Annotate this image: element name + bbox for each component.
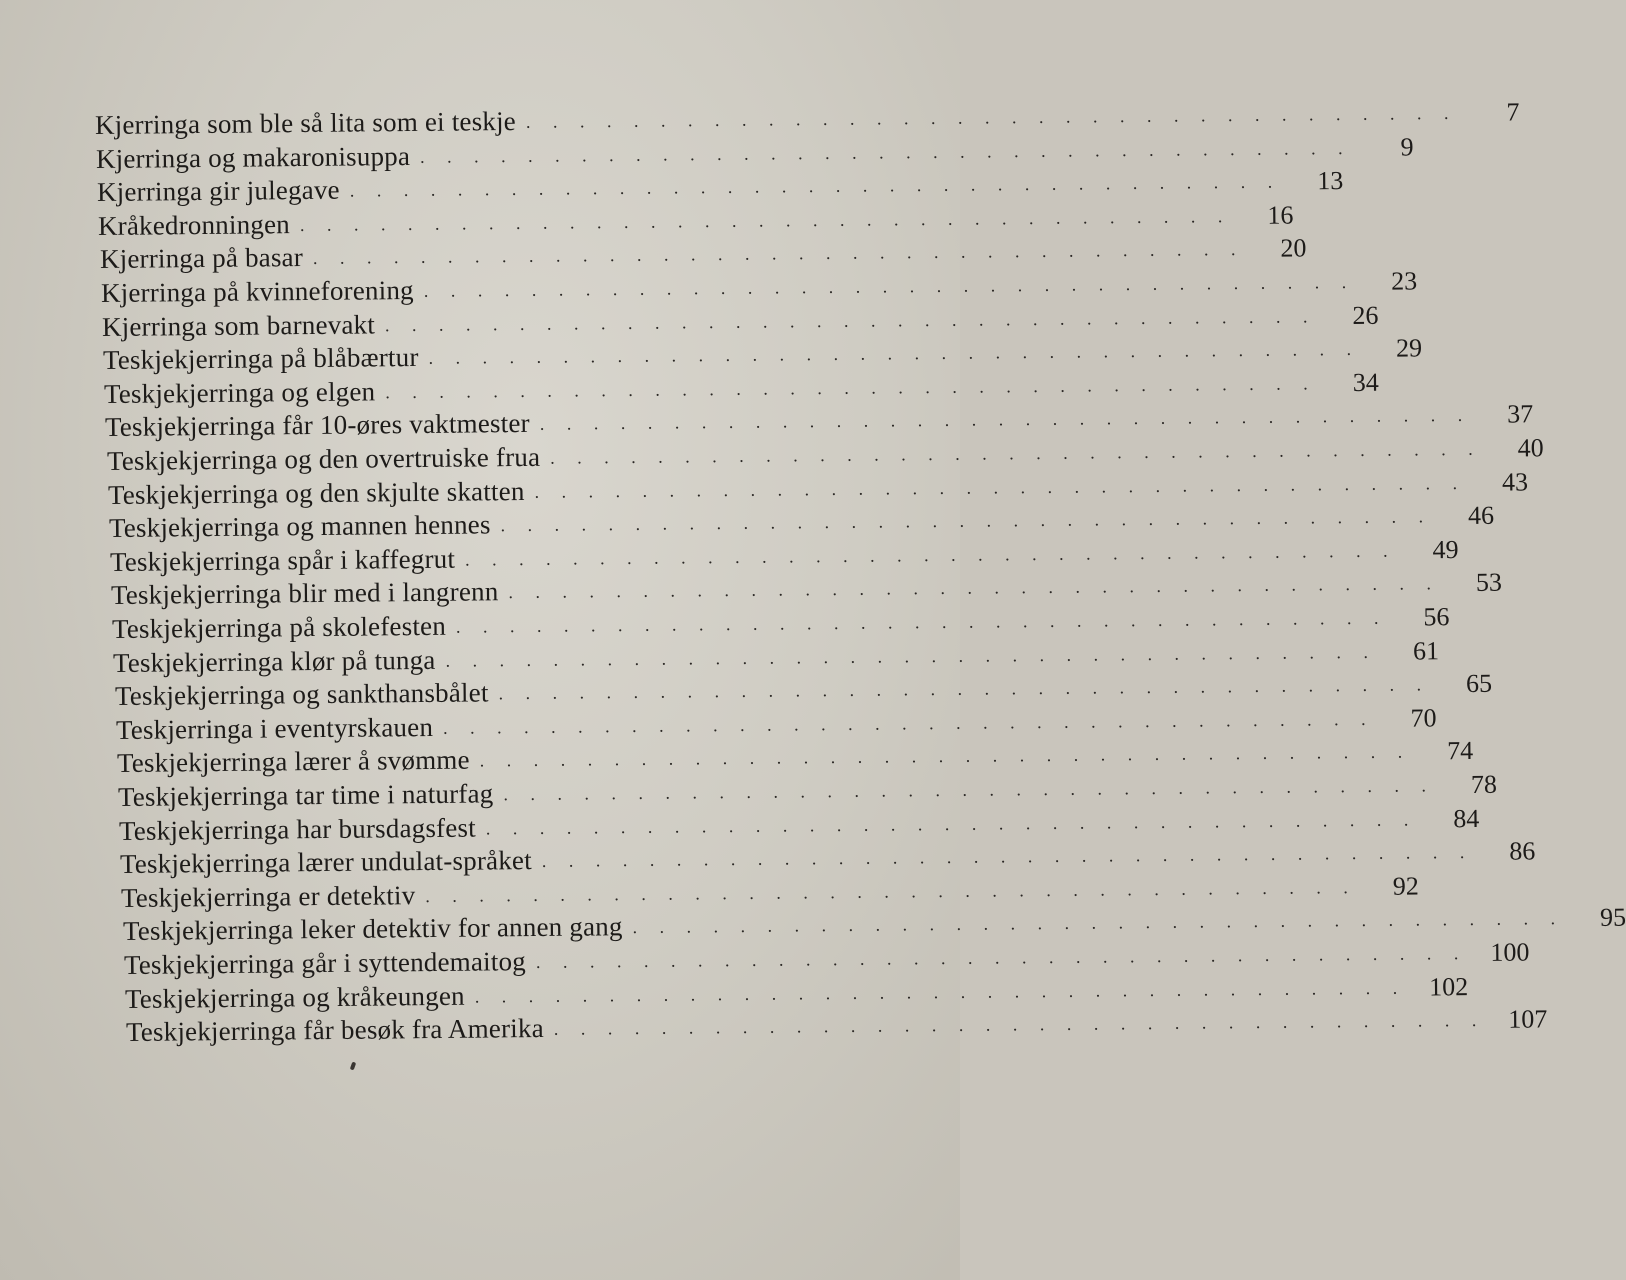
toc-entry-title: Teskjekjerringa og mannen hennes [108,509,491,544]
toc-entry-page-number: 92 [1393,871,1420,901]
toc-leader-dots: . . . . . . . . . . . . . . . . . . . . . . . . . . . . . . . . . . . [500,506,1432,536]
toc-leader-dots: . . . . . . . . . . . . . . . . . . . . . . . . . . . . . . . . . . . [540,405,1472,435]
toc-leader-dots: . . . . . . . . . . . . . . . . . . . . . . . . . . . . . . . . . . . [535,943,1468,973]
toc-entry-page-number: 43 [1501,466,1528,497]
toc-leader-dots: . . . . . . . . . . . . . . . . . . . . . . . . . . . . . . . . . . . [349,171,1282,201]
toc-entry-page-number: 95 [1599,902,1626,933]
toc-leader-dots: . . . . . . . . . . . . . . . . . . . . . . . . . . . . . . . . . . . [425,876,1358,906]
toc-leader-dots: . . . . . . . . . . . . . . . . . . . . . . . . . . . . . . . . . . . [508,573,1441,603]
toc-leader-dots: . . . . . . . . . . . . . . . . . . . . . . . . . . . . . . . . . . . [385,373,1318,403]
toc-entry-title: Teskjekjerringa på blåbærtur [102,342,419,376]
toc-entry-title: Teskjekjerringa blir med i langrenn [110,576,499,611]
toc-leader-dots: . . . . . . . . . . . . . . . . . . . . . . . . . . . . . . . . . . . [456,607,1388,637]
toc-entry-page-number: 102 [1428,971,1469,1002]
toc-entry-page-number: 107 [1508,1004,1548,1034]
toc-entry-page-number: 37 [1507,399,1534,429]
toc-entry-title: Teskjekjerringa går i syttendemaitog [123,946,526,980]
toc-leader-dots: . . . . . . . . . . . . . . . . . . . . . . . . . . . . . . . . . . . [549,438,1482,468]
toc-entry-page-number: 65 [1465,668,1492,699]
toc-entry-title: Teskjekjerringa spår i kaffegrut [109,543,456,577]
toc-entry-page-number: 29 [1395,333,1423,363]
toc-leader-dots: . . . . . . . . . . . . . . . . . . . . . . . . . . . . . . . . . . . [445,641,1378,671]
toc-leader-dots: . . . . . . . . . . . . . . . . . . . . . . . . . . . . . . . . . . . [553,1010,1486,1040]
toc-leader-dots: . . . . . . . . . . . . . . . . . . . . . . . . . . . . . . . . . . . [300,205,1232,235]
toc-entry-title: Teskjekjerringa leker detektiv for annen gang [122,911,623,947]
toc-leader-dots: . . . . . . . . . . . . . . . . . . . . . . . . . . . . . . . . . . . [423,271,1356,301]
toc-entry-title: Kjerringa gir julegave [97,174,341,208]
toc-entry-title: Teskjekjerringa får 10-øres vaktmester [105,408,531,443]
toc-leader-dots: . . . . . . . . . . . . . . . . . . . . . . . . . . . . . . . . . . . [503,775,1435,805]
toc-leader-dots: . . . . . . . . . . . . . . . . . . . . . . . . . . . . . . . . . . . [542,842,1474,872]
toc-entry-title: Kjerringa på basar [99,242,303,275]
toc-entry-title: Teskjekjerringa på skolefesten [112,610,447,644]
toc-entry-title: Teskjekjerringa tar time i naturfag [117,778,494,812]
toc-leader-dots: . . . . . . . . . . . . . . . . . . . . . . . . . . . . . . . . . . . [420,137,1352,167]
toc-entry-page-number: 40 [1517,433,1544,463]
toc-entry-page-number: 16 [1267,200,1294,230]
toc-entry-page-number: 56 [1423,602,1450,632]
toc-entry-page-number: 70 [1410,703,1437,733]
toc-leader-dots: . . . . . . . . . . . . . . . . . . . . . . . . . . . . . . . . . . . [442,708,1375,738]
toc-entry-title: Teskjekjerringa lærer undulat-språket [120,845,533,880]
toc-entry-page-number: 84 [1453,803,1480,833]
toc-entry-page-number: 26 [1352,300,1379,330]
toc-entry-title: Teskjekjerringa og kråkeungen [124,980,465,1014]
toc-entry-title: Teskjekjerringa lærer å svømme [116,745,470,779]
toc-entry-page-number: 49 [1432,534,1459,565]
toc-entry-page-number: 86 [1509,836,1536,866]
toc-entry-page-number: 53 [1475,568,1503,598]
toc-entry-title: Teskjekjerringa er detektiv [121,879,416,913]
toc-entry-title: Teskjekjerringa og elgen [104,376,376,409]
toc-entry-title: Teskjekjerringa har bursdagsfest [118,812,477,846]
toc-leader-dots: . . . . . . . . . . . . . . . . . . . . . . . . . . . . . . . . . . . [428,339,1361,369]
toc-entry-page-number: 23 [1390,266,1418,296]
toc-leader-dots: . . . . . . . . . . . . . . . . . . . . . . . . . . . . . . . . . . . [498,674,1430,704]
toc-leader-dots: . . . . . . . . . . . . . . . . . . . . . . . . . . . . . . . . . . . [464,540,1397,570]
toc-entry-title: Teskjekjerringa får besøk fra Amerika [125,1013,544,1048]
toc-entry-title: Teskjerringa i eventyrskauen [115,711,433,745]
toc-entry-title: Teskjekjerringa og sankthansbålet [114,677,489,712]
toc-leader-dots: . . . . . . . . . . . . . . . . . . . . . . . . . . . . . . . . . . . [534,472,1466,502]
toc-entry-page-number: 13 [1317,166,1344,196]
toc-entry-title: Teskjekjerringa klør på tunga [113,644,437,678]
toc-entry [125,1004,1548,1051]
toc-leader-dots: . . . . . . . . . . . . . . . . . . . . . . . . . . . . . . . . . . . [474,977,1407,1007]
toc-leader-dots: . . . . . . . . . . . . . . . . . . . . . . . . . . . . . . . . . . . [485,809,1418,839]
toc-entry-page-number: 46 [1467,500,1494,531]
toc-entry-title: Kjerringa som ble så lita som ei teskje [94,105,517,140]
toc-leader-dots: . . . . . . . . . . . . . . . . . . . . . . . . . . . . . . . . . . . [479,741,1412,771]
toc-leader-dots: . . . . . . . . . . . . . . . . . . . . . . . . . . . . . . . . . . . [384,305,1317,335]
toc-entry-title: Kjerringa og makaronisuppa [95,140,411,174]
toc-entry-page-number: 74 [1446,736,1474,766]
toc-entry-title: Teskjekjerringa og den overtruiske frua [106,441,540,476]
toc-entry-title: Kjerringa på kvinneforening [100,274,414,308]
toc-leader-dots: . . . . . . . . . . . . . . . . . . . . . . . . . . . . . . . . . . . [525,102,1458,132]
toc-entry-title: Teskjekjerringa og den skjulte skatten [107,475,525,510]
toc-entry-page-number: 9 [1400,131,1414,162]
toc-entry-title: Kjerringa som barnevakt [101,308,376,342]
toc-entry-page-number: 61 [1413,635,1440,666]
toc-entry-title: Kråkedronningen [98,208,291,241]
toc-entry-page-number: 7 [1506,97,1520,127]
toc-leader-dots: . . . . . . . . . . . . . . . . . . . . . . . . . . . . . . . . . . . [312,239,1245,269]
toc-entry-page-number: 34 [1352,367,1380,397]
toc-entry-page-number: 100 [1489,937,1530,967]
toc-leader-dots: . . . . . . . . . . . . . . . . . . . . . . . . . . . . . . . . . . . [632,908,1564,938]
toc-entry-page-number: 20 [1279,233,1307,264]
toc-entry-page-number: 78 [1470,769,1498,800]
